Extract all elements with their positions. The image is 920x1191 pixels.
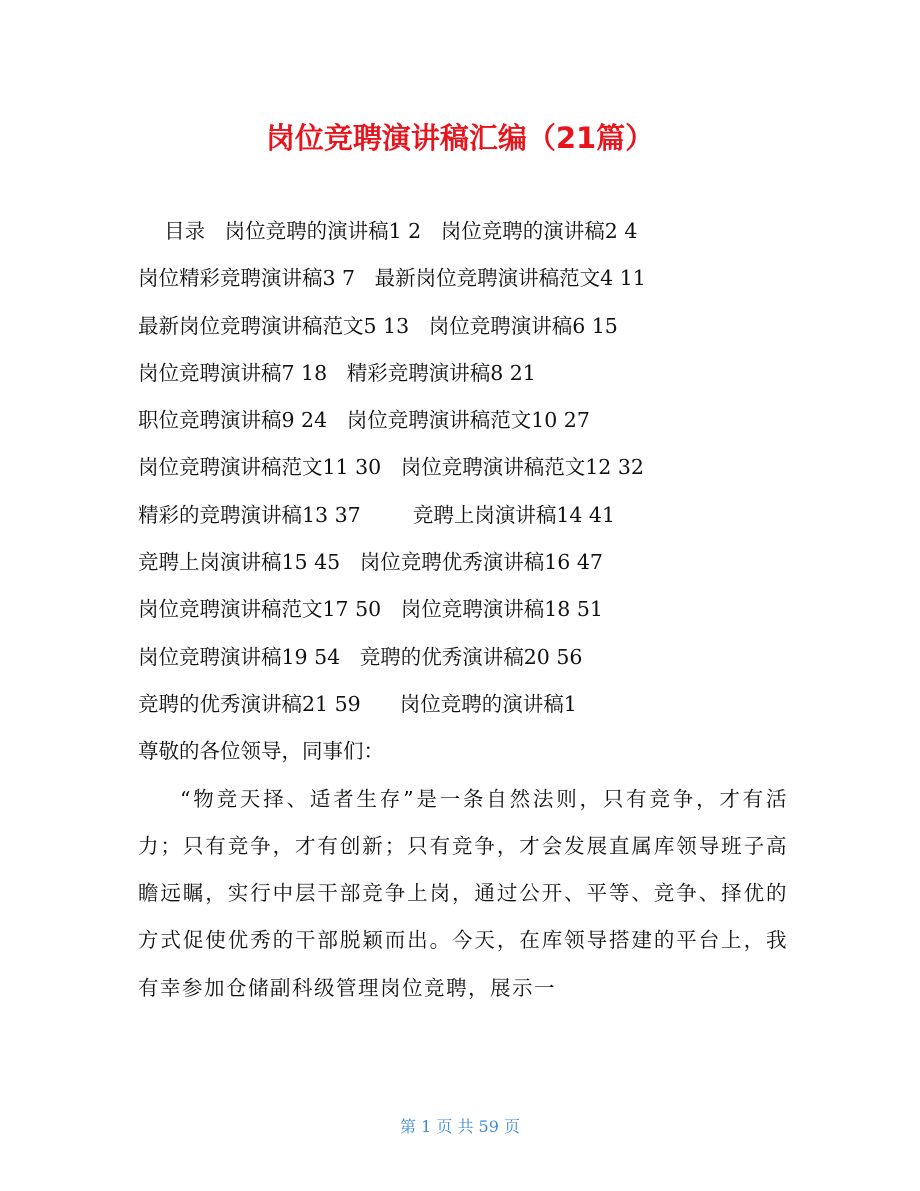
body-paragraph: “物竞天择、适者生存”是一条自然法则，只有竞争，才有活力；只有竞争，才有创新；只有竞争，才会发展直属库领导班子高瞻远瞩，实行中层干部竞争上岗，通过公开、平等、竞争、择优的方式促使优秀的干部脱颖而出。今天，在库领导搭建的平台上，我有幸参加仓储副科级管理岗位竞聘，展示一 [138,786,788,1000]
toc-line: 职位竞聘演讲稿9 24 岗位竞聘演讲稿范文10 27 [138,408,590,433]
toc-line: 竞聘的优秀演讲稿21 59 岗位竞聘的演讲稿1 [138,691,577,716]
document-body [138,208,788,1012]
greeting-line: 尊敬的各位领导，同事们： [138,739,384,764]
toc-line: 岗位竞聘演讲稿7 18 精彩竞聘演讲稿8 21 [138,360,536,385]
page-indicator: 第 1 页 共 59 页 [400,1117,520,1136]
document-title: 岗位竞聘演讲稿汇编（21篇） [265,121,655,155]
toc-line: 岗位竞聘演讲稿范文17 50 岗位竞聘演讲稿18 51 [138,597,603,622]
toc-line: 精彩的竞聘演讲稿13 37 竞聘上岗演讲稿14 41 [138,502,616,527]
toc-line: 目录 岗位竞聘的演讲稿1 2 岗位竞聘的演讲稿2 4 [138,219,638,243]
toc-line: 岗位精彩竞聘演讲稿3 7 最新岗位竞聘演讲稿范文4 11 [138,266,646,291]
toc-line: 竞聘上岗演讲稿15 45 岗位竞聘优秀演讲稿16 47 [138,550,603,575]
toc-line: 最新岗位竞聘演讲稿范文5 13 岗位竞聘演讲稿6 15 [138,313,618,338]
toc-line: 岗位竞聘演讲稿范文11 30 岗位竞聘演讲稿范文12 32 [138,455,644,480]
toc-line: 岗位竞聘演讲稿19 54 竞聘的优秀演讲稿20 56 [138,644,583,669]
